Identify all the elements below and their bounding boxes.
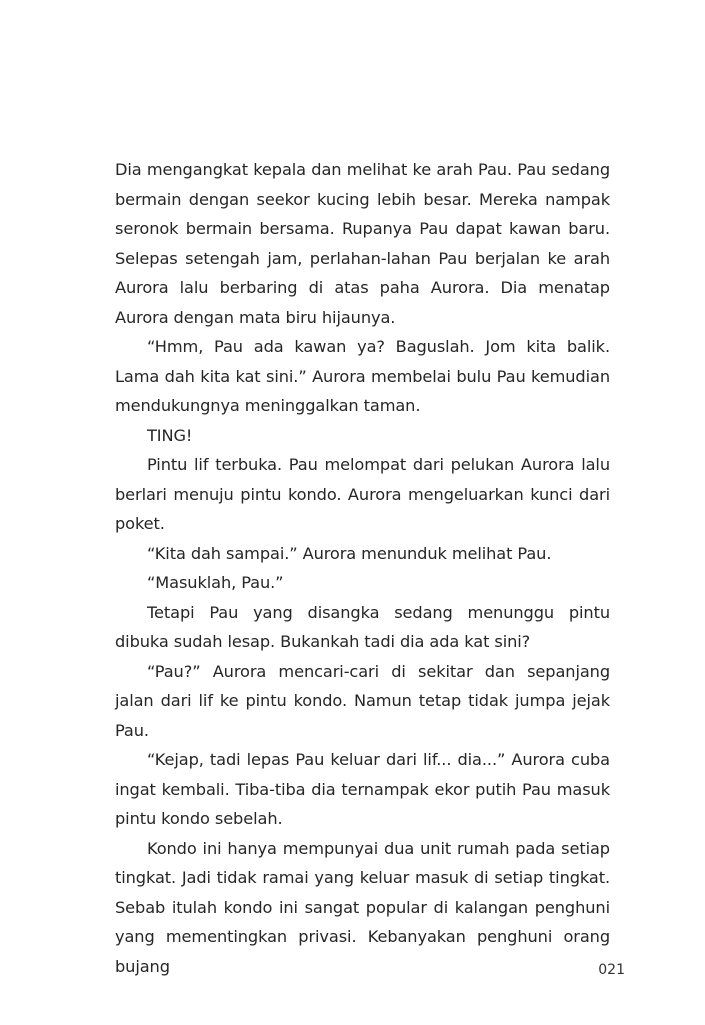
body-text [115, 155, 610, 981]
paragraph-1: Dia mengangkat kepala dan melihat ke arah Pau. Pau sedang bermain dengan seekor kucing lebih besar. Mereka nampak seronok bermain bersama. Rupanya Pau dapat kawan baru. Selepas setengah jam, perlahan-lahan Pau berjalan ke arah Aurora lalu berbaring di atas paha Aurora. Dia menatap Aurora dengan mata biru hijaunya. [115, 160, 610, 327]
paragraph-4: Pintu lif terbuka. Pau melompat dari pelukan Aurora lalu berlari menuju pintu kondo. Aurora mengeluarkan kunci dari poket. [115, 455, 610, 533]
paragraph-6: “Masuklah, Pau.” [147, 573, 284, 592]
paragraph-9: “Kejap, tadi lepas Pau keluar dari lif... dia...” Aurora cuba ingat kembali. Tiba-tiba dia ternampak ekor putih Pau masuk pintu kondo sebelah. [115, 750, 610, 828]
paragraph-10: Kondo ini hanya mempunyai dua unit rumah pada setiap tingkat. Jadi tidak ramai yang keluar masuk di setiap tingkat. Sebab itulah kondo ini sangat popular di kalangan penghuni yang mementingkan privasi. Kebanyakan penghuni orang bujang [115, 838, 610, 976]
paragraph-3: TING! [147, 425, 193, 445]
paragraph-7: Tetapi Pau yang disangka sedang menunggu pintu dibuka sudah lesap. Bukankah tadi dia ada kat sini? [115, 602, 610, 651]
page-number: 021 [598, 962, 625, 978]
paragraph-2: “Hmm, Pau ada kawan ya? Baguslah. Jom kita balik. Lama dah kita kat sini.” Aurora membelai bulu Pau kemudian mendukungnya meninggalkan taman. [115, 337, 610, 415]
paragraph-8: “Pau?” Aurora mencari-cari di sekitar dan sepanjang jalan dari lif ke pintu kondo. Namun tetap tidak jumpa jejak Pau. [115, 661, 610, 740]
paragraph-5: “Kita dah sampai.” Aurora menunduk melihat Pau. [147, 543, 552, 563]
